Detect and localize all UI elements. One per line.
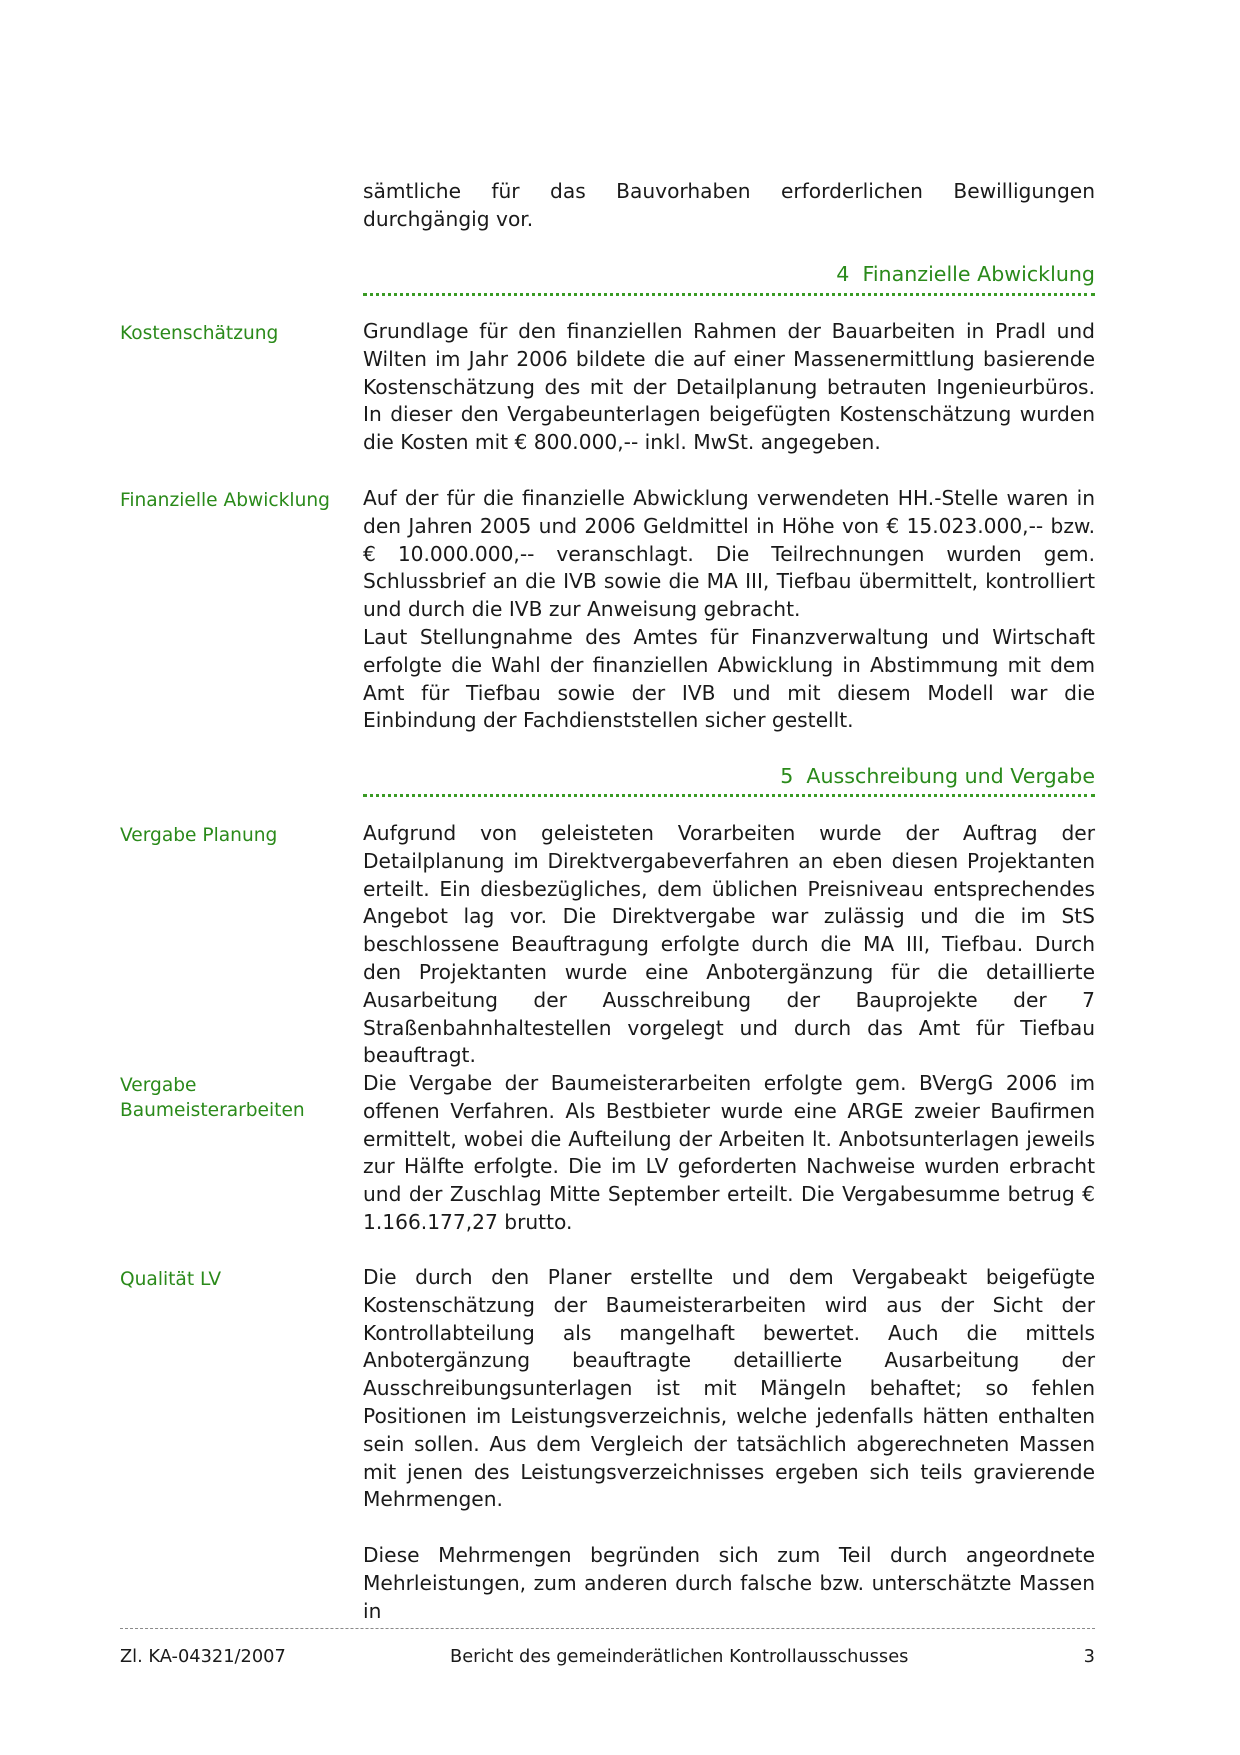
vergabe-baumeisterarbeiten-text: Die Vergabe der Baumeisterarbeiten erfolgte gem. BVergG 2006 im offenen Verfahren. Als Bestbieter wurde eine ARGE zweier Baufirmen ermittelt, wobei die Aufteilung der Arbeiten lt. Anbotsunterlagen jeweils zur Hälfte erfolgte. Die im LV geforderten Nachweise wurden erbracht und der Zuschlag Mitte September erteilt. Die Vergabesumme betrug € 1.166.177,27 brutto. <box>363 1071 1095 1234</box>
section-number: 4 <box>836 262 850 286</box>
section-4-rule <box>363 293 1095 296</box>
kostenschaetzung-text: Grundlage für den finanziellen Rahmen der Bauarbeiten in Pradl und Wilten im Jahr 2006 bildete die auf einer Massenermittlung basierende Kostenschätzung des mit der Detailplanung betrauten Ingenieurbüros. In dieser den Vergabeunterlagen beigefügten Kostenschätzung wurden die Kosten mit € 800.000,-- inkl. MwSt. angegeben. <box>363 319 1095 455</box>
intro-paragraph: sämtliche für das Bauvorhaben erforderlichen Bewilligungen durchgängig vor. <box>363 179 1095 231</box>
vergabe-planung-text: Aufgrund von geleisteten Vorarbeiten wurde der Auftrag der Detailplanung im Direktvergabeverfahren an eben diesen Projektanten erteilt. Ein diesbezügliches, dem üblichen Preisniveau entsprechendes Angebot lag vor. Die Direktvergabe war zulässig und die im StS beschlossene Beauftragung erfolgte durch die MA III, Tiefbau. Durch den Projektanten wurde eine Anbotergänzung für die detaillierte Ausarbeitung der Ausschreibung der Bauprojekte der 7 Straßenbahnhaltestellen vorgelegt und durch das Amt für Tiefbau beauftragt. <box>363 821 1095 1068</box>
footer-reference: Zl. KA-04321/2007 <box>120 1646 286 1667</box>
margin-label-vergabe-planung: Vergabe Planung <box>120 825 278 846</box>
page-number: 3 <box>1083 1646 1095 1667</box>
section-5-rule <box>363 794 1095 797</box>
section-title: Ausschreibung und Vergabe <box>806 764 1095 788</box>
margin-label-vergabe-baumeisterarbeiten: Vergabe Baumeisterarbeiten <box>120 1075 305 1121</box>
margin-label-finanzielle-abwicklung: Finanzielle Abwicklung <box>120 490 330 511</box>
finanzielle-abwicklung-text: Auf der für die finanzielle Abwicklung verwendeten HH.-Stelle waren in den Jahren 2005 und 2006 Geldmittel in Höhe von € 15.023.000,-- bzw. € 10.000.000,-- veranschlagt. Die Teilrechnungen wurden gem. Schlussbrief an die IVB sowie die MA III, Tiefbau übermittelt, kontrolliert und durch die IVB zur Anweisung gebracht. Laut Stellungnahme des Amtes für Finanzverwaltung und Wirtschaft erfolgte die Wahl der finanziellen Abwicklung in Abstimmung mit dem Amt für Tiefbau sowie der IVB und mit diesem Modell war die Einbindung der Fachdienststellen sicher gestellt. <box>363 486 1095 733</box>
qualitaet-lv-text: Die durch den Planer erstellte und dem Vergabeakt beigefügte Kostenschätzung der Baumeisterarbeiten wird aus der Sicht der Kontrollabteilung als mangelhaft bewertet. Auch die mittels Anbotergänzung beauftragte detaillierte Ausarbeitung der Ausschreibungsunterlagen ist mit Mängeln behaftet; so fehlen Positionen im Leistungsverzeichnis, welche jedenfalls hätten enthalten sein sollen. Aus dem Vergleich der tatsächlich abgerechneten Massen mit jenen des Leistungsverzeichnisses ergeben sich teils gravierende Mehrmengen. Diese Mehrmengen begründen sich zum Teil durch angeordnete Mehrleistungen, zum anderen durch falsche bzw. unterschätzte Massen in <box>363 1265 1095 1623</box>
section-5-heading <box>363 764 1095 788</box>
footer-rule <box>120 1628 1095 1629</box>
margin-label-kostenschaetzung: Kostenschätzung <box>120 323 279 344</box>
section-number: 5 <box>780 764 794 788</box>
footer-title: Bericht des gemeinderätlichen Kontrollausschusses <box>450 1646 909 1667</box>
section-title: Finanzielle Abwicklung <box>862 262 1095 286</box>
margin-label-qualitaet-lv: Qualität LV <box>120 1269 222 1290</box>
section-4-heading <box>363 262 1095 286</box>
